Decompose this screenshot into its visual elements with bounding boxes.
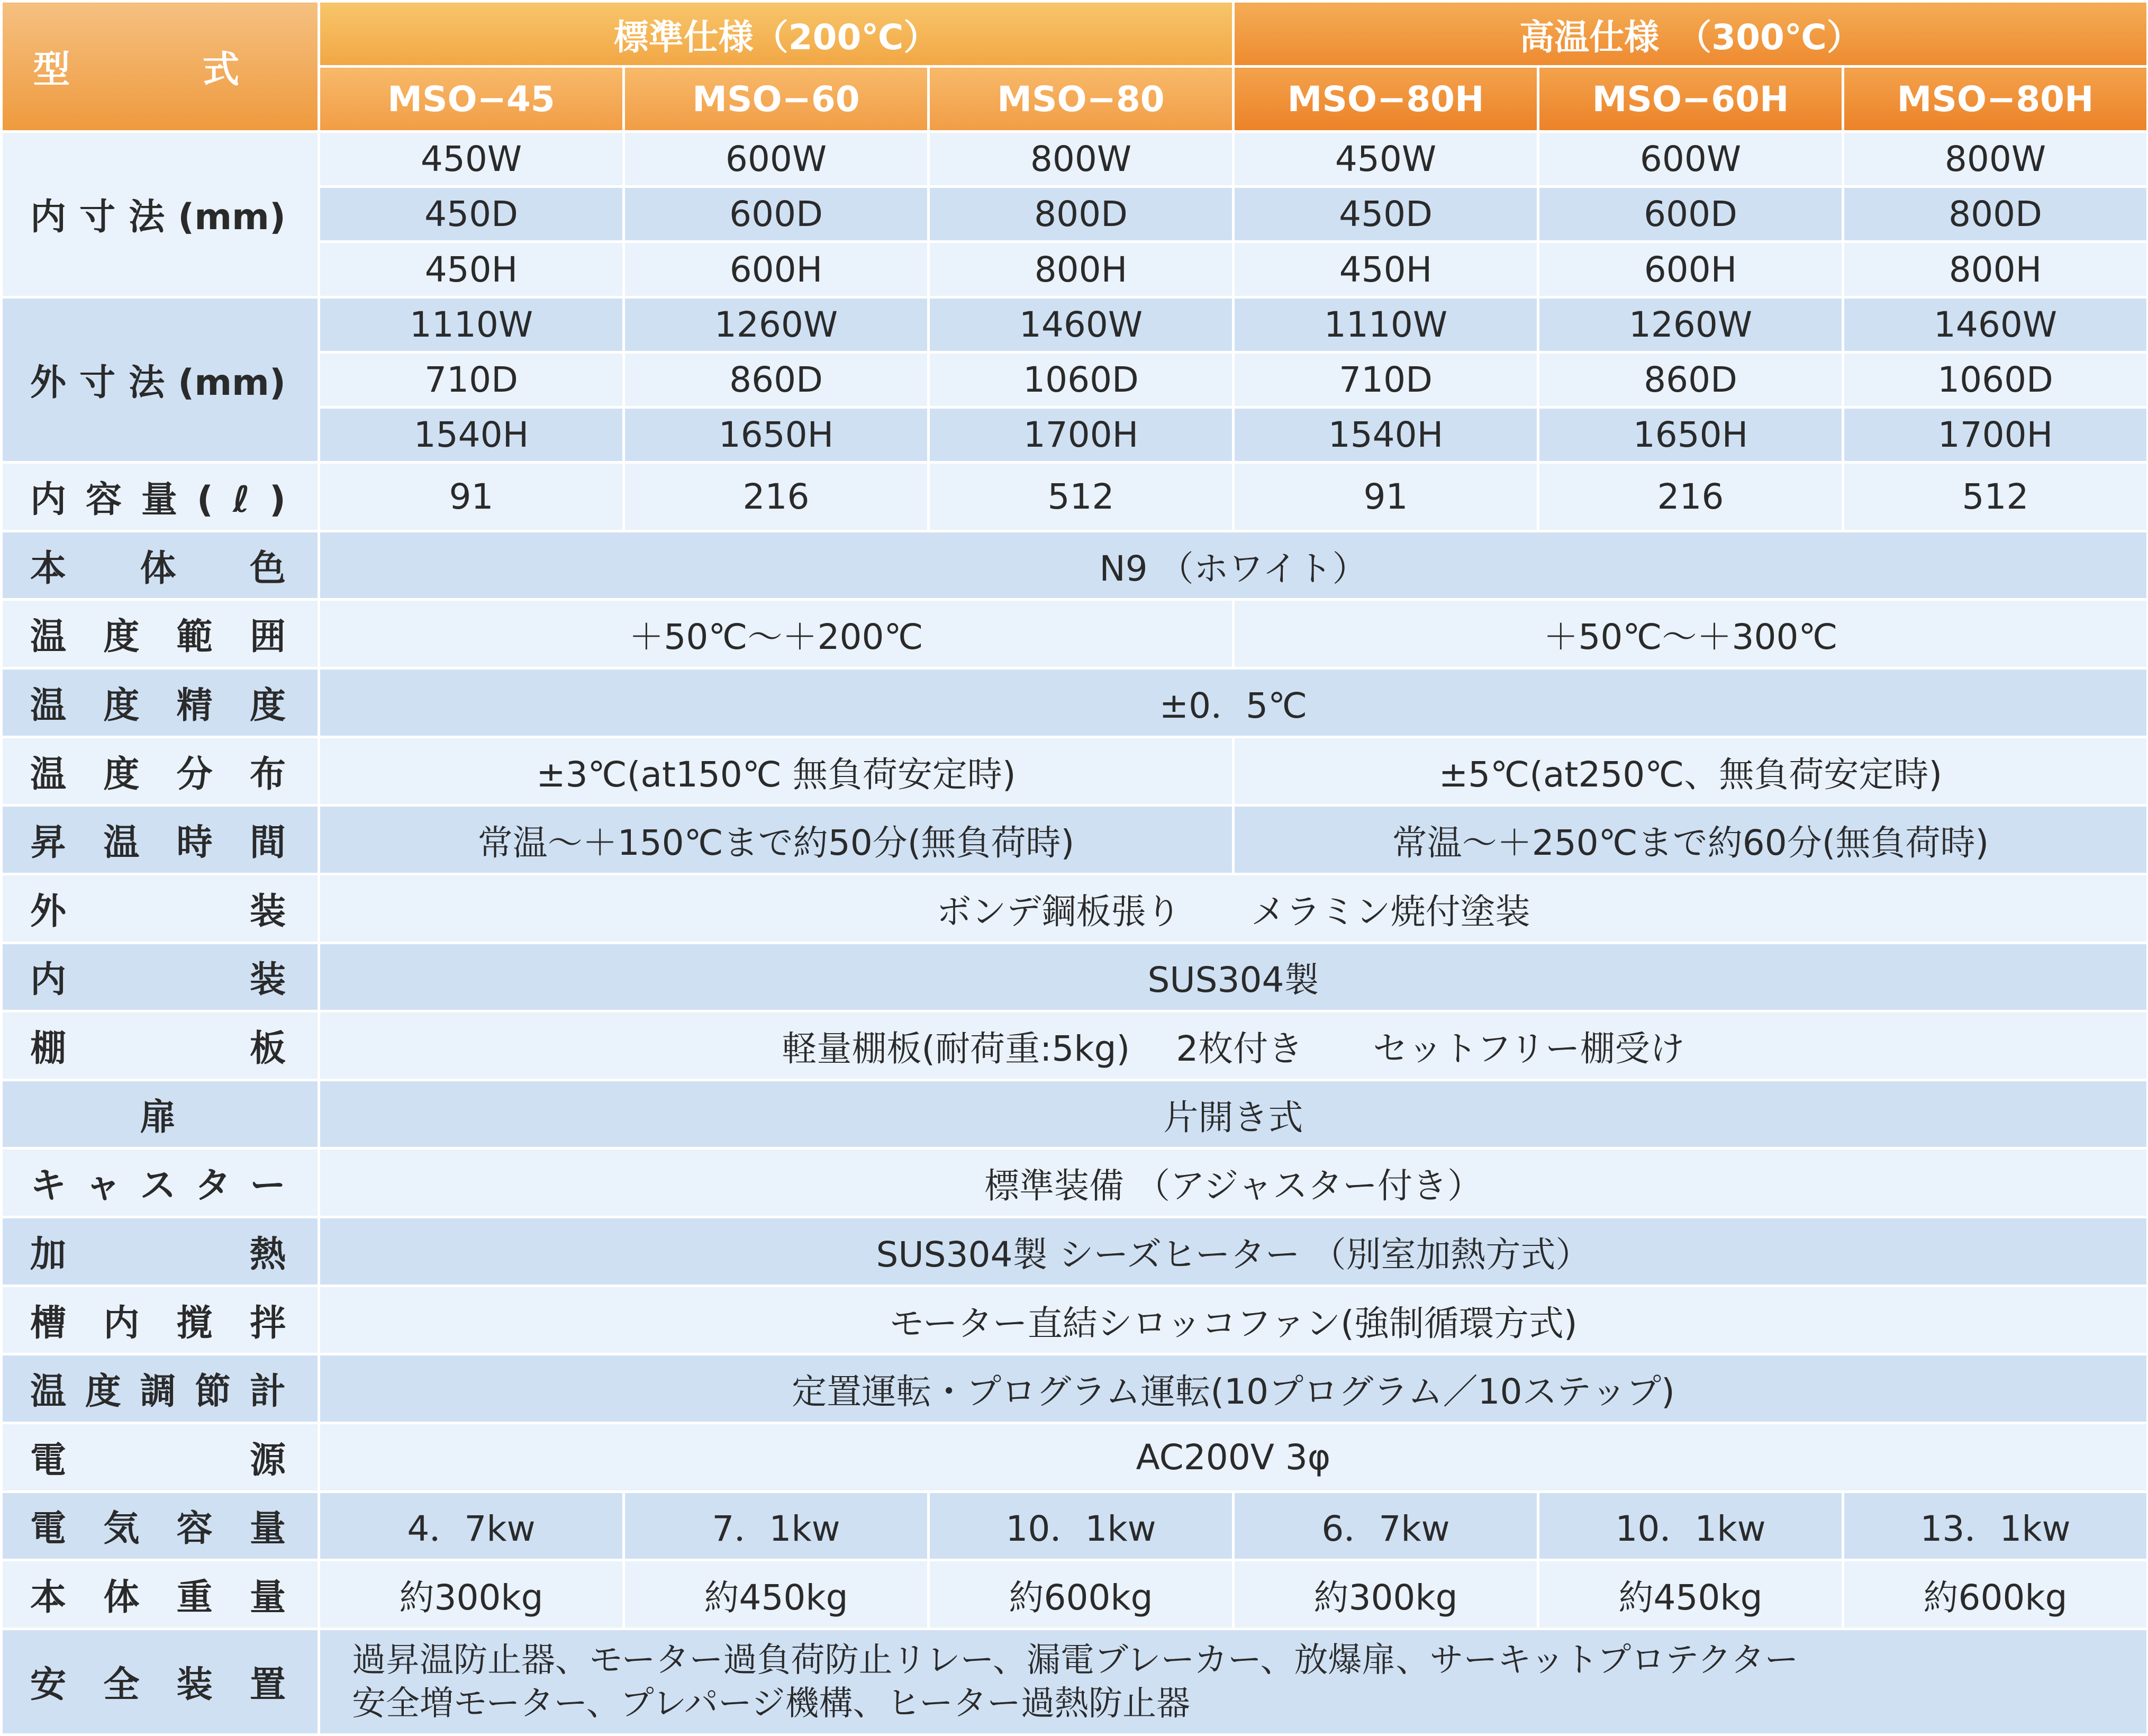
cell: 600H (1538, 242, 1843, 297)
cell: 600W (624, 132, 929, 187)
inner-dim-row-h (2, 242, 2148, 297)
cell: 10．1kw (1538, 1491, 1843, 1560)
cell: モーター直結シロッコファン(強制循環方式) (319, 1286, 2148, 1354)
cell: 1460W (1843, 297, 2148, 352)
cell: 800W (929, 132, 1234, 187)
safety-line: 安全増モーター、プレパージ機構、ヒーター過熱防止器 (352, 1684, 1190, 1723)
cell: 約300kg (1234, 1560, 1538, 1629)
cell: 860D (624, 352, 929, 407)
temp-distribution-label: 温度分布 (2, 737, 319, 806)
cell: 1110W (1234, 297, 1538, 352)
cell: 450D (319, 187, 624, 242)
cell: 512 (929, 463, 1234, 531)
cell: 6．7kw (1234, 1491, 1538, 1560)
inner-dim-row-w (2, 132, 2148, 187)
cell: 約450kg (624, 1560, 929, 1629)
cell: 1460W (929, 297, 1234, 352)
cell: 216 (1538, 463, 1843, 531)
safety-row (2, 1629, 2148, 1735)
agitation-label: 槽内撹拌 (2, 1286, 319, 1354)
model-name: MSO−60 (624, 67, 929, 132)
caster-label: キャスター (2, 1149, 319, 1217)
cell: 800H (1843, 242, 2148, 297)
safety-label: 安全装置 (2, 1629, 319, 1735)
body-color-row (2, 531, 2148, 600)
header-group-row (2, 2, 2148, 67)
cell: ボンデ鋼板張り メラミン焼付塗装 (319, 874, 2148, 943)
model-header: 型 式 (2, 2, 319, 132)
temp-distribution-row (2, 737, 2148, 806)
outer-dim-row-h (2, 408, 2148, 463)
shelf-label: 棚板 (2, 1011, 319, 1080)
cell: 600H (624, 242, 929, 297)
inner-dim-row-d (2, 187, 2148, 242)
standard-spec-header: 標準仕様（200℃） (319, 2, 1234, 67)
electric-capacity-row (2, 1491, 2148, 1560)
cell: 4．7kw (319, 1491, 624, 1560)
power-row (2, 1423, 2148, 1491)
cell: 1540H (319, 408, 624, 463)
heating-row (2, 1217, 2148, 1286)
cell: 7．1kw (624, 1491, 929, 1560)
safety-cell (319, 1629, 2148, 1735)
cell: 約300kg (319, 1560, 624, 1629)
cell: 1060D (929, 352, 1234, 407)
cell: 450H (319, 242, 624, 297)
door-row (2, 1080, 2148, 1149)
cell: 600W (1538, 132, 1843, 187)
cell: 約600kg (1843, 1560, 2148, 1629)
exterior-label: 外装 (2, 874, 319, 943)
cell: 600D (1538, 187, 1843, 242)
cell: 450W (1234, 132, 1538, 187)
cell: 1700H (929, 408, 1234, 463)
cell: 512 (1843, 463, 2148, 531)
shelf-row (2, 1011, 2148, 1080)
cell: 常温〜＋150℃まで約50分(無負荷時) (319, 806, 1234, 874)
cell: 91 (319, 463, 624, 531)
temp-accuracy-label: 温度精度 (2, 668, 319, 737)
cell: ＋50℃〜＋300℃ (1234, 600, 2148, 668)
cell: 450W (319, 132, 624, 187)
cell: 1110W (319, 297, 624, 352)
cell: N9 （ホワイト） (319, 531, 2148, 600)
weight-label: 本体重量 (2, 1560, 319, 1629)
cell: 91 (1234, 463, 1538, 531)
outer-dim-row-w (2, 297, 2148, 352)
cell: AC200V 3φ (319, 1423, 2148, 1491)
outer-dim-label: 外寸法(mm) (2, 297, 319, 463)
controller-label: 温度調節計 (2, 1354, 319, 1423)
model-name: MSO−45 (319, 67, 624, 132)
cell: 710D (319, 352, 624, 407)
cell: 定置運転・プログラム運転(10プログラム／10ステップ) (319, 1354, 2148, 1423)
header-model-row (2, 67, 2148, 132)
cell: 450H (1234, 242, 1538, 297)
power-label: 電源 (2, 1423, 319, 1491)
capacity-row (2, 463, 2148, 531)
cell: 約450kg (1538, 1560, 1843, 1629)
cell: 片開き式 (319, 1080, 2148, 1149)
caster-row (2, 1149, 2148, 1217)
temp-range-row (2, 600, 2148, 668)
safety-line: 過昇温防止器、モーター過負荷防止リレー、漏電ブレーカー、放爆扉、サーキットプロテクター (352, 1640, 1799, 1680)
cell: 常温〜＋250℃まで約60分(無負荷時) (1234, 806, 2148, 874)
cell: 860D (1538, 352, 1843, 407)
exterior-row (2, 874, 2148, 943)
cell: 450D (1234, 187, 1538, 242)
cell: 13．1kw (1843, 1491, 2148, 1560)
model-name: MSO−80H (1843, 67, 2148, 132)
cell: 10．1kw (929, 1491, 1234, 1560)
cell: 800D (929, 187, 1234, 242)
cell: 710D (1234, 352, 1538, 407)
cell: 軽量棚板(耐荷重:5kg) 2枚付き セットフリー棚受け (319, 1011, 2148, 1080)
high-temp-spec-header: 高温仕様 （300℃） (1234, 2, 2148, 67)
interior-row (2, 943, 2148, 1011)
cell: 1700H (1843, 408, 2148, 463)
heating-label: 加熱 (2, 1217, 319, 1286)
outer-dim-row-d (2, 352, 2148, 407)
inner-dim-label: 内寸法(mm) (2, 132, 319, 297)
cell: 1260W (1538, 297, 1843, 352)
weight-row (2, 1560, 2148, 1629)
model-name: MSO−60H (1538, 67, 1843, 132)
cell: 1650H (624, 408, 929, 463)
door-label: 扉 (2, 1080, 319, 1149)
cell: 800D (1843, 187, 2148, 242)
cell: ±5℃(at250℃、無負荷安定時) (1234, 737, 2148, 806)
cell: ＋50℃〜＋200℃ (319, 600, 1234, 668)
cell: 1060D (1843, 352, 2148, 407)
cell: 216 (624, 463, 929, 531)
cell: SUS304製 (319, 943, 2148, 1011)
capacity-label: 内容量(ℓ) (2, 463, 319, 531)
cell: SUS304製 シーズヒーター （別室加熱方式） (319, 1217, 2148, 1286)
interior-label: 内装 (2, 943, 319, 1011)
cell: ±0．5℃ (319, 668, 2148, 737)
model-name: MSO−80H (1234, 67, 1538, 132)
temp-range-label: 温度範囲 (2, 600, 319, 668)
cell: 1260W (624, 297, 929, 352)
cell: 標準装備 （アジャスター付き） (319, 1149, 2148, 1217)
heatup-time-label: 昇温時間 (2, 806, 319, 874)
cell: 約600kg (929, 1560, 1234, 1629)
model-name: MSO−80 (929, 67, 1234, 132)
controller-row (2, 1354, 2148, 1423)
heatup-time-row (2, 806, 2148, 874)
agitation-row (2, 1286, 2148, 1354)
electric-capacity-label: 電気容量 (2, 1491, 319, 1560)
body-color-label: 本体色 (2, 531, 319, 600)
cell: 1540H (1234, 408, 1538, 463)
cell: 600D (624, 187, 929, 242)
temp-accuracy-row (2, 668, 2148, 737)
cell: 1650H (1538, 408, 1843, 463)
cell: 800W (1843, 132, 2148, 187)
cell: 800H (929, 242, 1234, 297)
cell: ±3℃(at150℃ 無負荷安定時) (319, 737, 1234, 806)
